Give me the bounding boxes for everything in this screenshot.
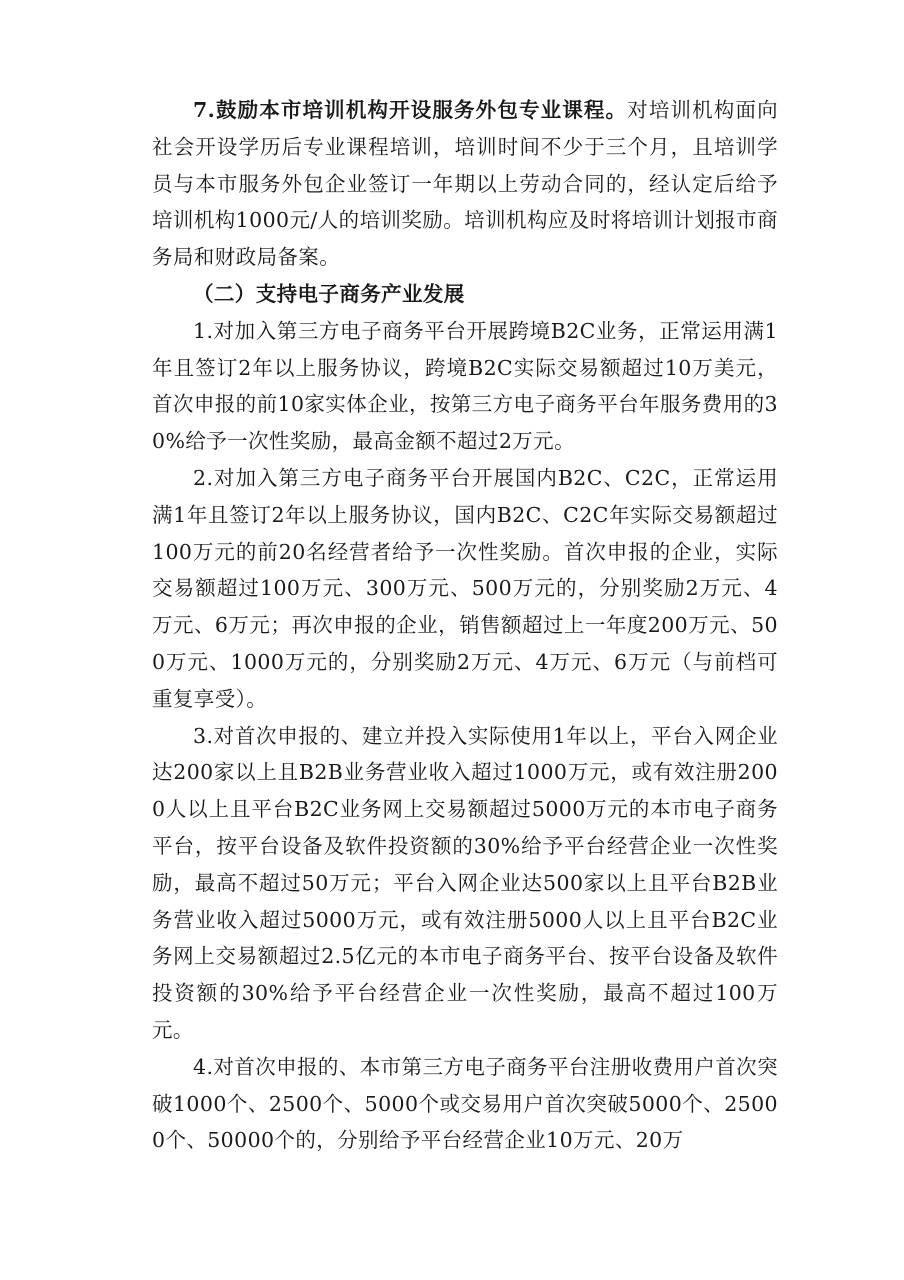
document-page [152, 92, 778, 1159]
item-7-lead: 7.鼓励本市培训机构开设服务外包专业课程。 [193, 98, 628, 122]
item-7-body: 对培训机构面向社会开设学历后专业课程培训，培训时间不少于三个月，且培训学员与本市服务外包企业签订一年期以上劳动合同的，经认定后给予培训机构1000元/人的培训奖励。培训机构应及时将培训计划报市商务局和财政局备案。 [152, 98, 778, 270]
paragraph-item-2: 2.对加入第三方电子商务平台开展国内B2C、C2C，正常运用满1年且签订2年以上服务协议，国内B2C、C2C年实际交易额超过100万元的前20名经营者给予一次性奖励。首次申报的企业，实际交易额超过100万元、300万元、500万元的，分别奖励2万元、4万元、6万元；再次申报的企业，销售额超过上一年度200万元、500万元、1000万元的，分别奖励2万元、4万元、6万元（与前档可重复享受）。 [152, 465, 778, 711]
item-7-paragraph [152, 92, 778, 276]
paragraph-item-4: 4.对首次申报的、本市第三方电子商务平台注册收费用户首次突破1000个、2500个、5000个或交易用户首次突破5000个、25000个、50000个的，分别给予平台经营企业10万元、20万 [152, 1054, 778, 1153]
paragraph-item-1: 1.对加入第三方电子商务平台开展跨境B2C业务，正常运用满1年且签订2年以上服务协议，跨境B2C实际交易额超过10万美元，首次申报的前10家实体企业，按第三方电子商务平台年服务费用的30%给予一次性奖励，最高金额不超过2万元。 [152, 318, 778, 454]
section-2-heading: （二）支持电子商务产业发展 [193, 281, 465, 306]
paragraph-item-3: 3.对首次申报的、建立并投入实际使用1年以上，平台入网企业达200家以上且B2B业务营业收入超过1000万元，或有效注册2000人以上且平台B2C业务网上交易额超过5000万元的本市电子商务平台，按平台设备及软件投资额的30%给予平台经营企业一次性奖励，最高不超过50万元；平台入网企业达500家以上且平台B2B业务营业收入超过5000万元，或有效注册5000人以上且平台B2C业务网上交易额超过2.5亿元的本市电子商务平台、按平台设备及软件投资额的30%给予平台经营企业一次性奖励，最高不超过100万元。 [152, 723, 778, 1042]
